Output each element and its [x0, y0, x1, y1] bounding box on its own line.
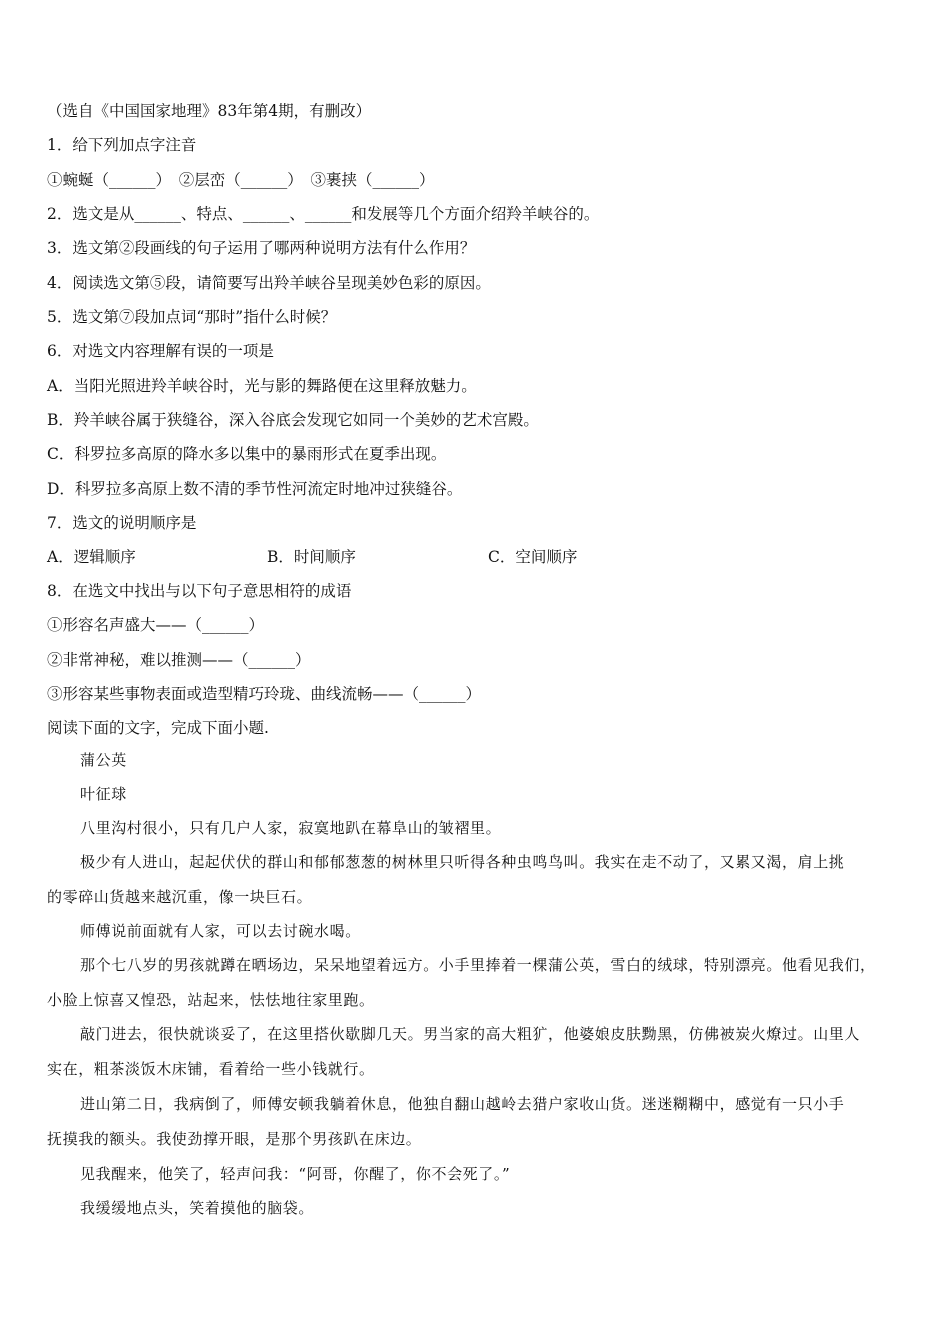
story-paragraph-continuation: 抚摸我的额头。我使劲撑开眼，是那个男孩趴在床边。 — [47, 1130, 422, 1148]
story-author: 叶征球 — [80, 785, 127, 803]
question-6-option-a: A．当阳光照进羚羊峡谷时，光与影的舞路便在这里释放魅力。 — [47, 377, 477, 395]
question-7-option-b: B．时间顺序 — [267, 548, 356, 566]
question-4: 4．阅读选文第⑤段，请简要写出羚羊峡谷呈现美妙色彩的原因。 — [47, 274, 491, 292]
question-8-title: 8．在选文中找出与以下句子意思相符的成语 — [47, 582, 352, 600]
story-paragraph-continuation: 小脸上惊喜又惶恐，站起来，怯怯地往家里跑。 — [47, 991, 375, 1009]
question-6-option-b: B．羚羊峡谷属于狭缝谷，深入谷底会发现它如同一个美妙的艺术宫殿。 — [47, 411, 539, 429]
question-8-item-2: ②非常神秘，难以推测——（______） — [47, 651, 311, 669]
story-title: 蒲公英 — [80, 751, 127, 769]
question-6-option-c: C．科罗拉多高原的降水多以集中的暴雨形式在夏季出现。 — [47, 445, 447, 463]
story-paragraph: 那个七八岁的男孩就蹲在晒场边，呆呆地望着远方。小手里捧着一棵蒲公英，雪白的绒球，特别漂亮。他看见我们， — [80, 956, 876, 974]
story-paragraph: 极少有人进山，起起伏伏的群山和郁郁葱葱的树林里只听得各种虫鸣鸟叫。我实在走不动了，又累又渴，肩上挑 — [80, 853, 845, 871]
question-7-option-c: C．空间顺序 — [488, 548, 578, 566]
reading-intro: 阅读下面的文字，完成下面小题. — [47, 719, 269, 737]
question-8-item-3: ③形容某些事物表面或造型精巧玲珑、曲线流畅——（______） — [47, 685, 482, 703]
question-7-option-a: A．逻辑顺序 — [47, 548, 136, 566]
question-6-title: 6．对选文内容理解有误的一项是 — [47, 342, 274, 360]
story-paragraph-continuation: 的零碎山货越来越沉重，像一块巨石。 — [47, 888, 313, 906]
question-5: 5．选文第⑦段加点词“那时”指什么时候？ — [47, 308, 337, 326]
story-paragraph-continuation: 实在，粗茶淡饭木床铺，看着给一些小钱就行。 — [47, 1060, 375, 1078]
question-1-items: ①蜿蜒（______） ②层峦（______） ③裹挟（______） — [47, 171, 435, 189]
story-paragraph: 进山第二日，我病倒了，师傅安顿我躺着休息，他独自翻山越岭去猎户家收山货。迷迷糊糊中，感觉有一只小手 — [80, 1095, 845, 1113]
question-3: 3．选文第②段画线的句子运用了哪两种说明方法有什么作用？ — [47, 239, 476, 257]
story-paragraph: 敲门进去，很快就谈妥了，在这里搭伙歇脚几天。男当家的高大粗犷，他婆娘皮肤黝黑，仿佛被炭火燎过。山里人 — [80, 1025, 861, 1043]
question-8-item-1: ①形容名声盛大——（______） — [47, 616, 265, 634]
story-paragraph: 我缓缓地点头，笑着摸他的脑袋。 — [80, 1199, 315, 1217]
story-paragraph: 八里沟村很小，只有几户人家，寂寞地趴在幕阜山的皱褶里。 — [80, 819, 502, 837]
question-6-option-d: D．科罗拉多高原上数不清的季节性河流定时地冲过狭缝谷。 — [47, 480, 463, 498]
question-2: 2．选文是从______、特点、______、______和发展等几个方面介绍羚羊峡谷的。 — [47, 205, 600, 223]
story-paragraph: 见我醒来，他笑了，轻声问我：“阿哥，你醒了，你不会死了。” — [80, 1165, 511, 1183]
story-paragraph: 师傅说前面就有人家，可以去讨碗水喝。 — [80, 922, 361, 940]
source-note: （选自《中国国家地理》83年第4期，有删改） — [47, 102, 372, 120]
question-1-title: 1．给下列加点字注音 — [47, 136, 197, 154]
question-7-title: 7．选文的说明顺序是 — [47, 514, 197, 532]
